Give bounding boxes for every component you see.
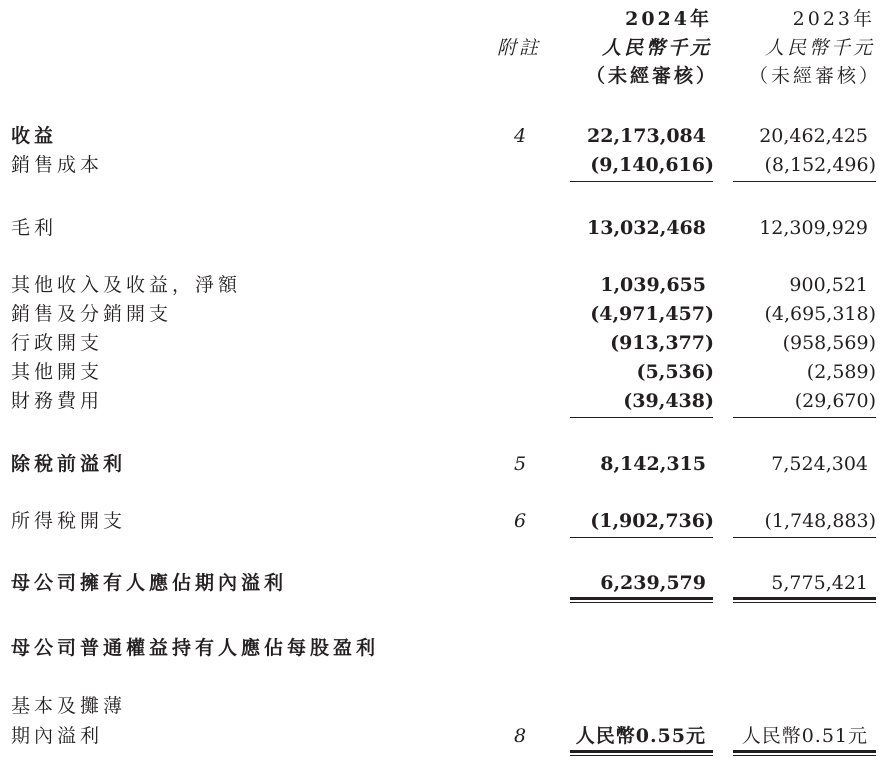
value-2024: (39,438) [623, 390, 714, 412]
note-ref: 5 [514, 453, 527, 475]
value-2023: 900,521 [789, 274, 868, 296]
total-rule [570, 602, 713, 603]
subtotal-rule [570, 417, 713, 418]
subtotal-rule [733, 181, 876, 182]
gross-profit-row [0, 213, 894, 243]
admin-expenses-row [0, 328, 894, 358]
value-2023: (8,152,496) [764, 154, 876, 176]
value-2023: (29,670) [794, 390, 876, 412]
value-2023: 20,462,425 [759, 125, 868, 147]
value-2023: (958,569) [782, 332, 876, 354]
value-2023: (4,695,318) [764, 303, 876, 325]
value-2023: 12,309,929 [759, 217, 868, 239]
subtotal-rule [570, 181, 713, 182]
total-rule [733, 597, 876, 600]
value-2024: 22,173,084 [587, 125, 706, 147]
other-expenses-row [0, 357, 894, 387]
note-column-header: 附註 [497, 37, 542, 59]
total-rule [570, 755, 713, 756]
value-2024: (5,536) [636, 361, 714, 383]
row-label: 母公司擁有人應佔期內溢利 [11, 572, 288, 594]
subtotal-rule [733, 537, 876, 538]
subtotal-rule [570, 537, 713, 538]
subtotal-rule [733, 417, 876, 418]
row-label: 其他開支 [11, 361, 104, 383]
value-2024: 人民幣0.55元 [575, 725, 706, 747]
row-label: 銷售成本 [11, 154, 104, 176]
note-ref: 6 [514, 510, 527, 532]
note-ref: 4 [514, 125, 527, 147]
row-label: 行政開支 [11, 332, 104, 354]
row-label: 銷售及分銷開支 [11, 303, 173, 325]
row-label: 所得稅開支 [11, 510, 127, 532]
value-2024: 13,032,468 [587, 217, 706, 239]
income-tax-row [0, 506, 894, 536]
currency-2024-header: 人民幣千元 [601, 37, 712, 59]
row-label: 收益 [11, 125, 58, 147]
row-label: 財務費用 [11, 390, 104, 412]
unaudited-2024-label: （未經審核） [585, 65, 718, 87]
row-label: 毛利 [11, 217, 58, 239]
total-rule [733, 602, 876, 603]
total-rule [733, 750, 876, 753]
value-2024: (913,377) [610, 332, 714, 354]
value-2024: 1,039,655 [600, 274, 706, 296]
finance-costs-row [0, 386, 894, 416]
total-rule [570, 750, 713, 753]
revenue-row [0, 121, 894, 151]
total-rule [570, 597, 713, 600]
value-2023: (1,748,883) [764, 510, 876, 532]
row-label: 基本及攤薄 [11, 695, 127, 717]
value-2024: (1,902,736) [590, 510, 714, 532]
other-income-row [0, 270, 894, 300]
row-label: 期內溢利 [11, 725, 104, 747]
unaudited-2023-label: （未經審核） [748, 65, 881, 87]
eps-heading-row [0, 633, 894, 663]
year-2024-header: 2024年 [625, 8, 712, 30]
note-ref: 8 [514, 725, 527, 747]
value-2023: 7,524,304 [771, 453, 868, 475]
year-2023-header: 2023年 [792, 8, 875, 30]
row-label: 除稅前溢利 [11, 453, 127, 475]
row-label: 其他收入及收益，淨額 [11, 274, 242, 296]
eps-period-profit-row [0, 721, 894, 751]
profit-before-tax-row [0, 449, 894, 479]
value-2024: 6,239,579 [600, 572, 706, 594]
value-2024: (9,140,616) [590, 154, 714, 176]
selling-expenses-row [0, 299, 894, 329]
value-2024: 8,142,315 [600, 453, 706, 475]
currency-2023-header: 人民幣千元 [764, 37, 875, 59]
profit-attributable-row [0, 568, 894, 598]
value-2023: 5,775,421 [771, 572, 868, 594]
row-label: 母公司普通權益持有人應佔每股盈利 [11, 637, 380, 659]
eps-basic-diluted-row [0, 691, 894, 721]
cost-of-sales-row [0, 150, 894, 180]
value-2024: (4,971,457) [590, 303, 714, 325]
value-2023: 人民幣0.51元 [741, 725, 868, 747]
total-rule [733, 755, 876, 756]
value-2023: (2,589) [806, 361, 876, 383]
